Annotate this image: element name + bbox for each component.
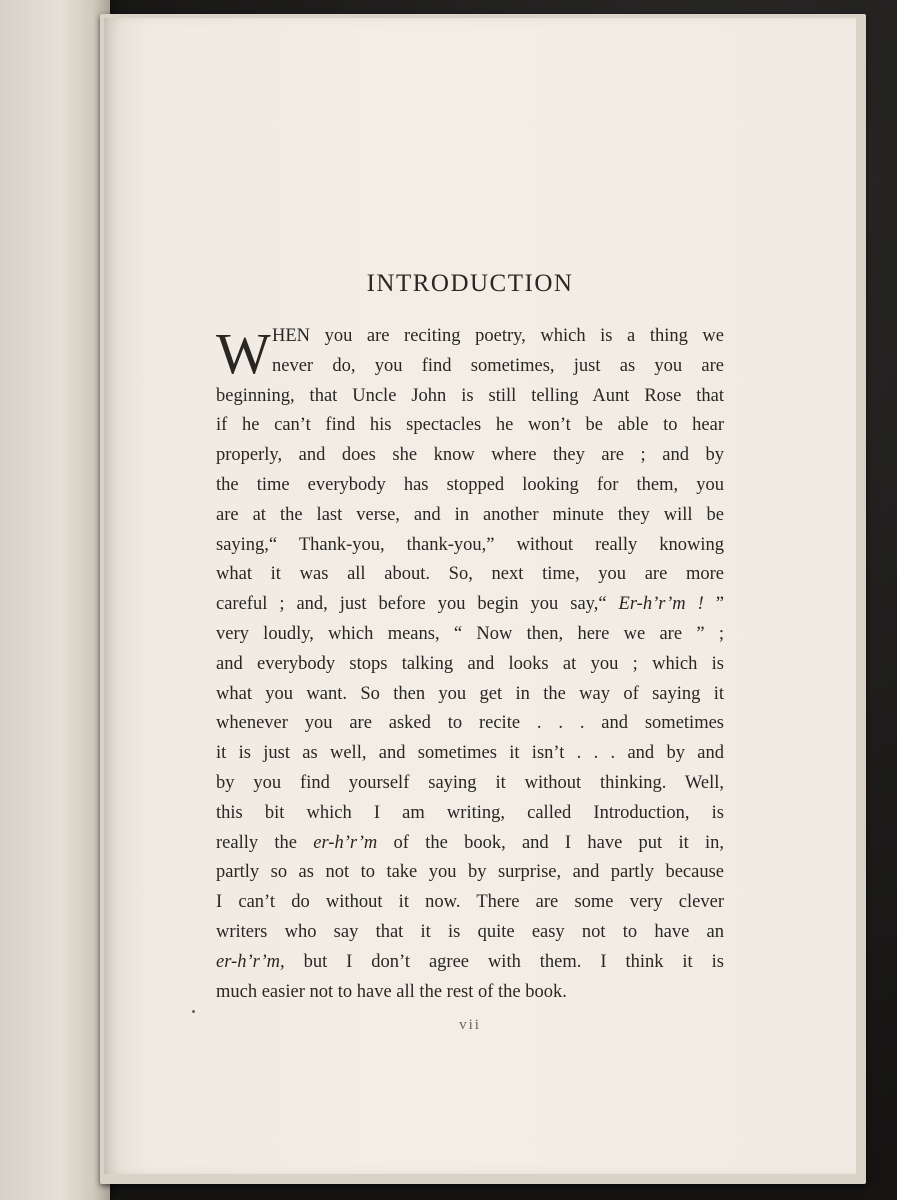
text-line-19: partly so as not to take you by surprise, and partly because: [216, 862, 724, 883]
chapter-title: INTRODUCTION: [366, 270, 574, 297]
line-text: ”: [715, 594, 724, 615]
page-content: [216, 268, 724, 1034]
text-line-13: what you want. So then you get in the way of saying it: [216, 683, 724, 704]
line-text: careful ; and, just before you begin you say,“: [216, 594, 607, 615]
text-line-23: much easier not to have all the rest of the book.: [216, 981, 567, 1002]
book-page: [104, 18, 856, 1174]
text-line-7: are at the last verse, and in another minute they will be: [216, 504, 724, 525]
page-number: vii: [459, 1017, 481, 1034]
line-text: HEN you are reciting poetry, which is a thing we: [272, 326, 724, 346]
text-line-8: saying,“ Thank-you, thank-you,” without really knowing: [216, 534, 724, 555]
line-text: really the: [216, 832, 314, 853]
line-text-italic: Er-h’r’m !: [618, 594, 716, 615]
text-line-12: and everybody stops talking and looks at you ; which is: [216, 653, 724, 674]
text-line-18: [216, 829, 724, 859]
text-line-21: writers who say that it is quite easy not to have an: [216, 921, 724, 942]
line-text-italic: er-h’r’m: [313, 832, 378, 853]
text-line-2: [216, 352, 724, 382]
left-page-edge: [0, 0, 110, 1200]
text-line-6: the time everybody has stopped looking for them, you: [216, 474, 724, 495]
text-line-4: if he can’t find his spectacles he won’t be able to hear: [216, 415, 724, 436]
text-line-22: [216, 948, 724, 978]
text-line-20: I can’t do without it now. There are some very clever: [216, 892, 724, 913]
line-text-italic: er-h’r’m,: [216, 951, 285, 972]
line-text: but I don’t agree with them. I think it is: [284, 951, 724, 972]
drop-cap: W: [216, 321, 271, 386]
text-line-11: very loudly, which means, “ Now then, here we are ” ;: [216, 623, 724, 644]
text-line-9: what it was all about. So, next time, you are more: [216, 564, 724, 585]
text-line-14: whenever you are asked to recite . . . and sometimes: [216, 713, 724, 734]
line-text: of the book, and I have put it in,: [377, 832, 724, 853]
text-line-10: [216, 590, 724, 620]
text-line-15: it is just as well, and sometimes it isn’t . . . and by and: [216, 743, 724, 764]
margin-mark: [192, 1010, 195, 1013]
line-text: never do, you find sometimes, just as you are: [272, 355, 724, 376]
text-line-5: properly, and does she know where they are ; and by: [216, 445, 724, 466]
text-line-17: this bit which I am writing, called Introduction, is: [216, 802, 724, 823]
text-line-3: beginning, that Uncle John is still telling Aunt Rose that: [216, 385, 724, 406]
text-line-16: by you find yourself saying it without thinking. Well,: [216, 772, 724, 793]
